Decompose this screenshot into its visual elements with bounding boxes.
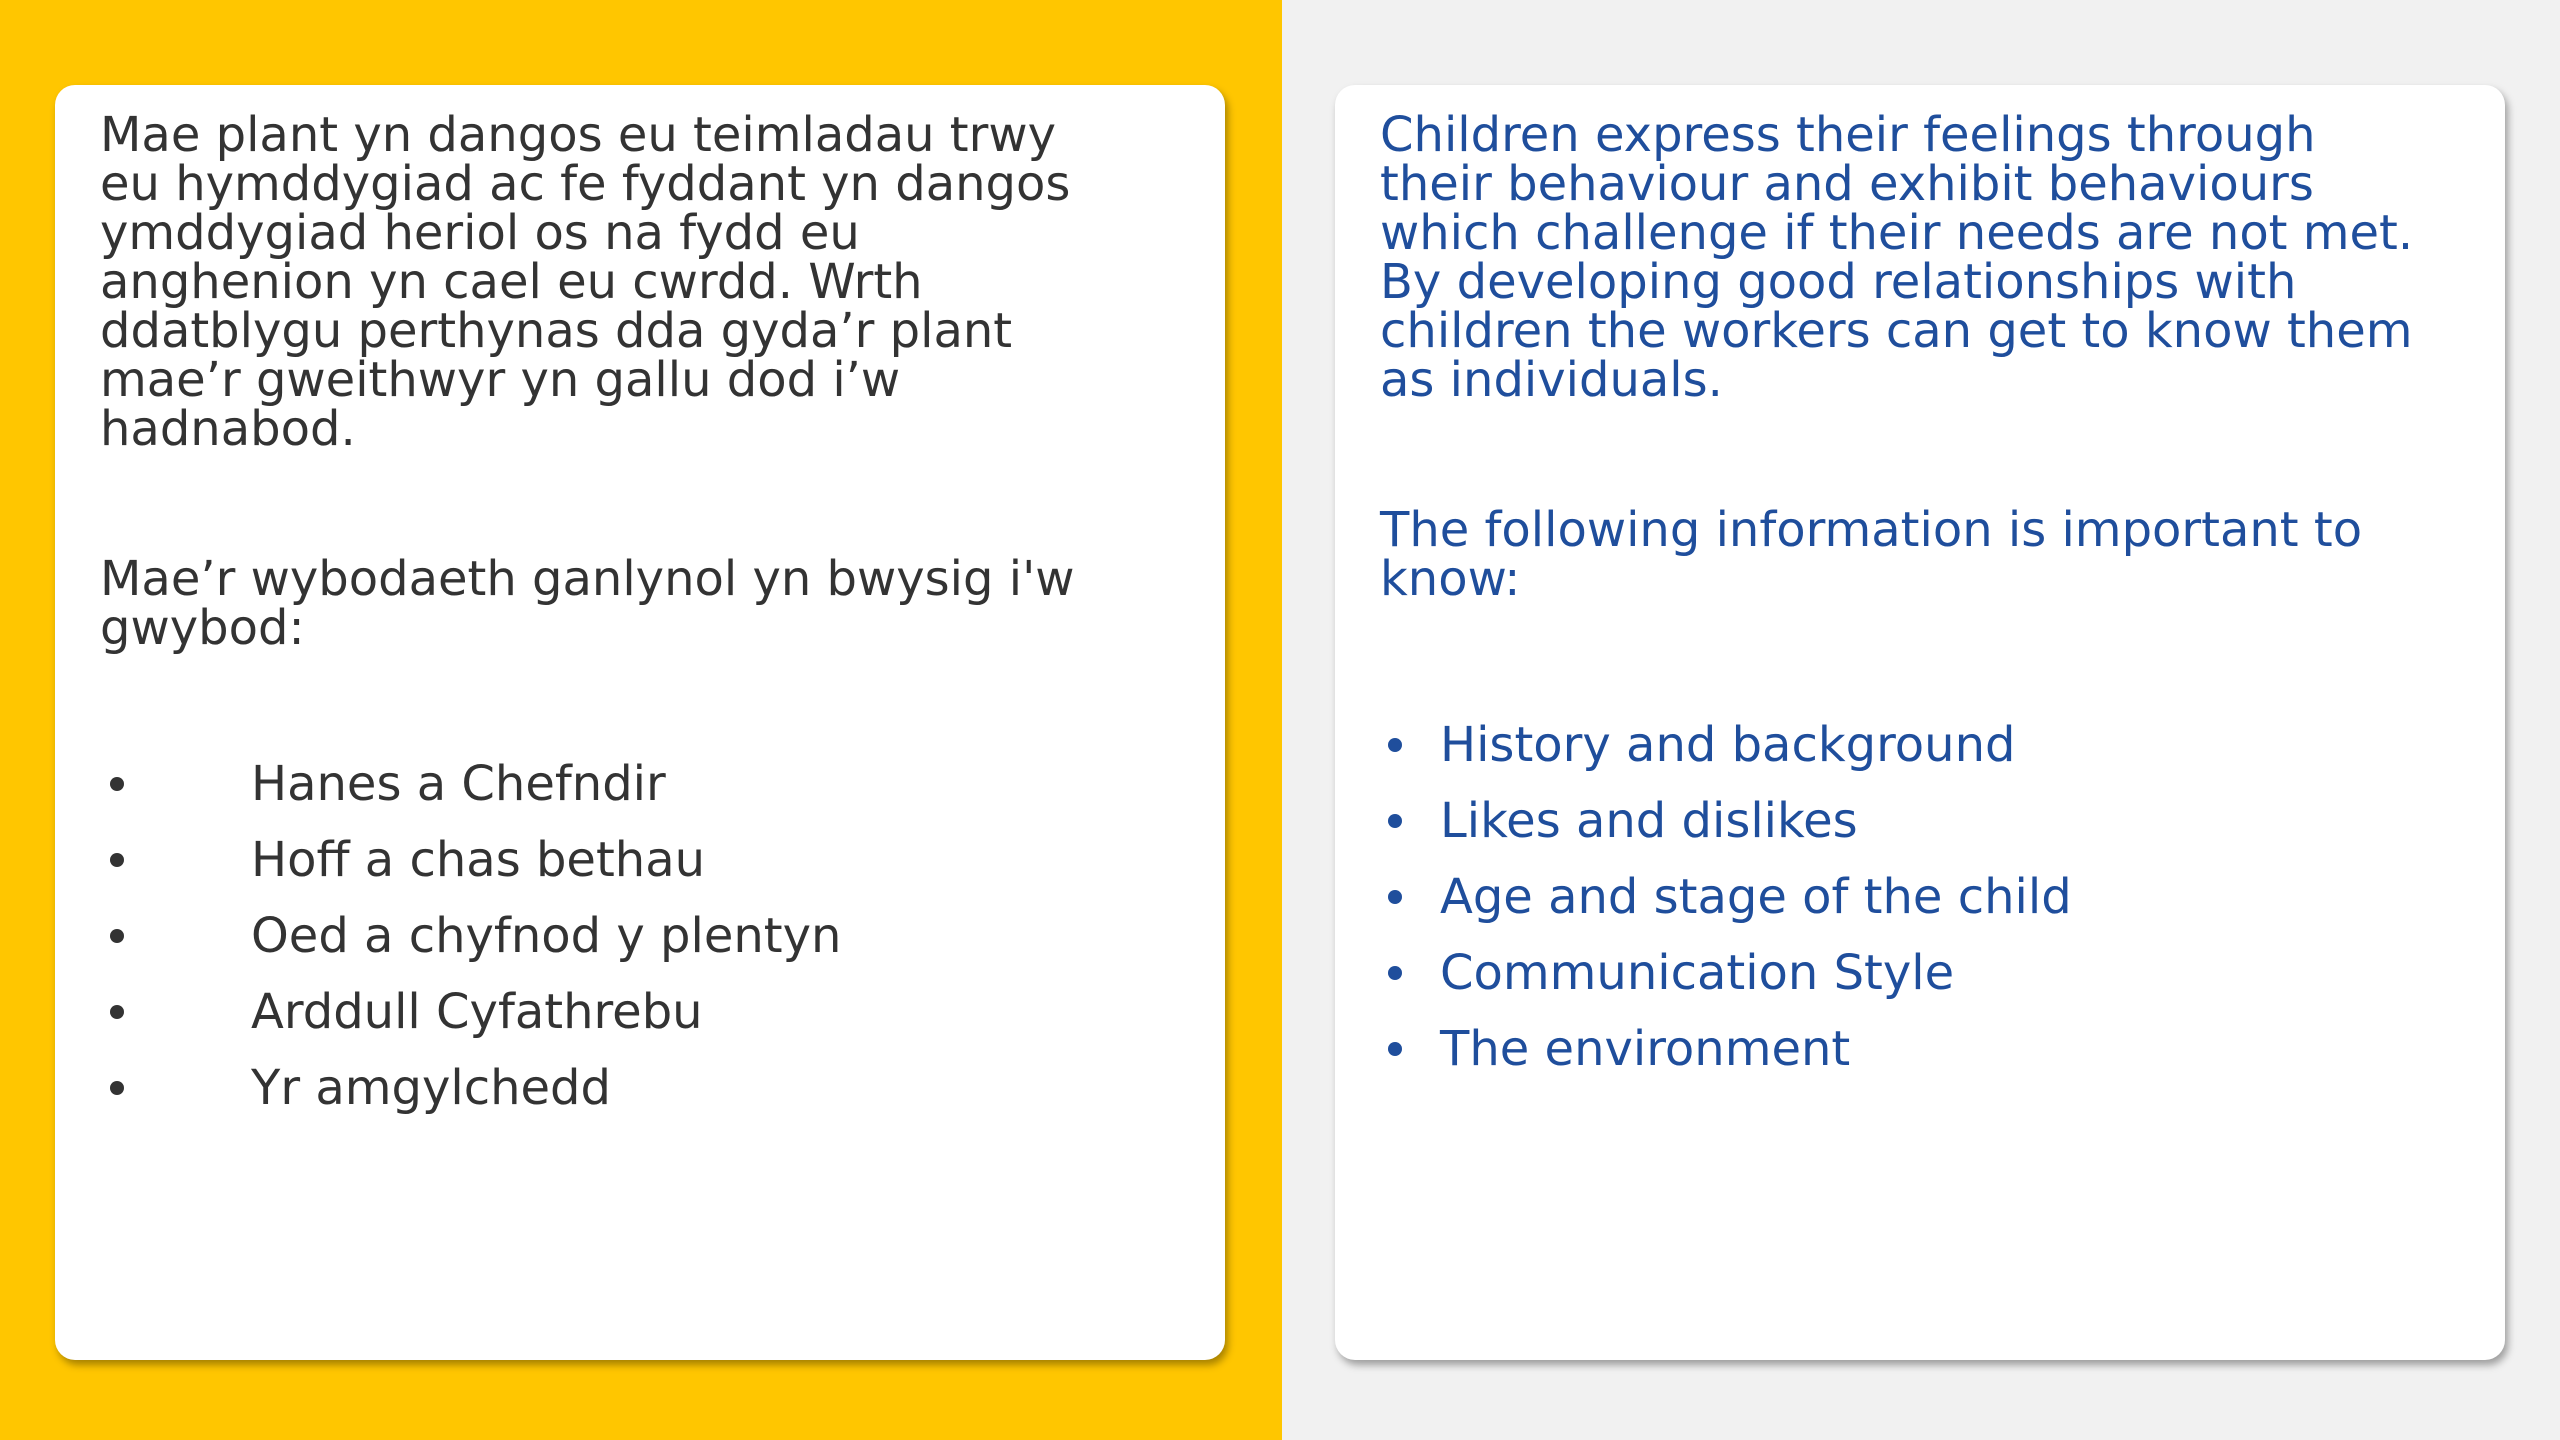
- list-item: History and background: [1380, 707, 2460, 783]
- bullet-icon: [110, 777, 124, 791]
- bullet-icon: [110, 1005, 124, 1019]
- english-bullet-list: [1380, 707, 2460, 1087]
- list-item: Communication Style: [1380, 935, 2460, 1011]
- bullet-icon: [110, 853, 124, 867]
- welsh-card: [55, 85, 1225, 1360]
- list-item: Hoff a chas bethau: [100, 822, 1175, 898]
- list-item: The environment: [1380, 1011, 2460, 1087]
- welsh-intro-paragraph: Mae plant yn dangos eu teimladau trwy eu hymddygiad ac fe fyddant yn dangos ymddygiad heriol os na fydd eu anghenion yn cael eu cwrdd. Wrth ddatblygu perthynas dda gyda’r plant mae’r gweithwyr yn gallu dod i’w hadnabod.: [100, 107, 1071, 457]
- list-item: Hanes a Chefndir: [100, 746, 1175, 822]
- list-item: Age and stage of the child: [1380, 859, 2460, 935]
- bullet-icon: [1388, 738, 1402, 752]
- bullet-icon: [110, 1081, 124, 1095]
- welsh-lead-paragraph: Mae’r wybodaeth ganlynol yn bwysig i'w gwybod:: [100, 551, 1075, 656]
- english-intro-paragraph: Children express their feelings through their behaviour and exhibit behaviours which challenge if their needs are not met. By developing good relationships with children the workers can get to know them as individuals.: [1380, 107, 2414, 408]
- list-item: Oed a chyfnod y plentyn: [100, 898, 1175, 974]
- bullet-icon: [1388, 814, 1402, 828]
- list-item: Yr amgylchedd: [100, 1050, 1175, 1126]
- bullet-icon: [1388, 890, 1402, 904]
- list-item: Likes and dislikes: [1380, 783, 2460, 859]
- bullet-icon: [1388, 966, 1402, 980]
- list-item: Arddull Cyfathrebu: [100, 974, 1175, 1050]
- english-lead-paragraph: The following information is important to know:: [1380, 502, 2363, 607]
- bullet-icon: [110, 929, 124, 943]
- english-card: [1335, 85, 2505, 1360]
- bullet-icon: [1388, 1042, 1402, 1056]
- welsh-bullet-list: [100, 746, 1175, 1126]
